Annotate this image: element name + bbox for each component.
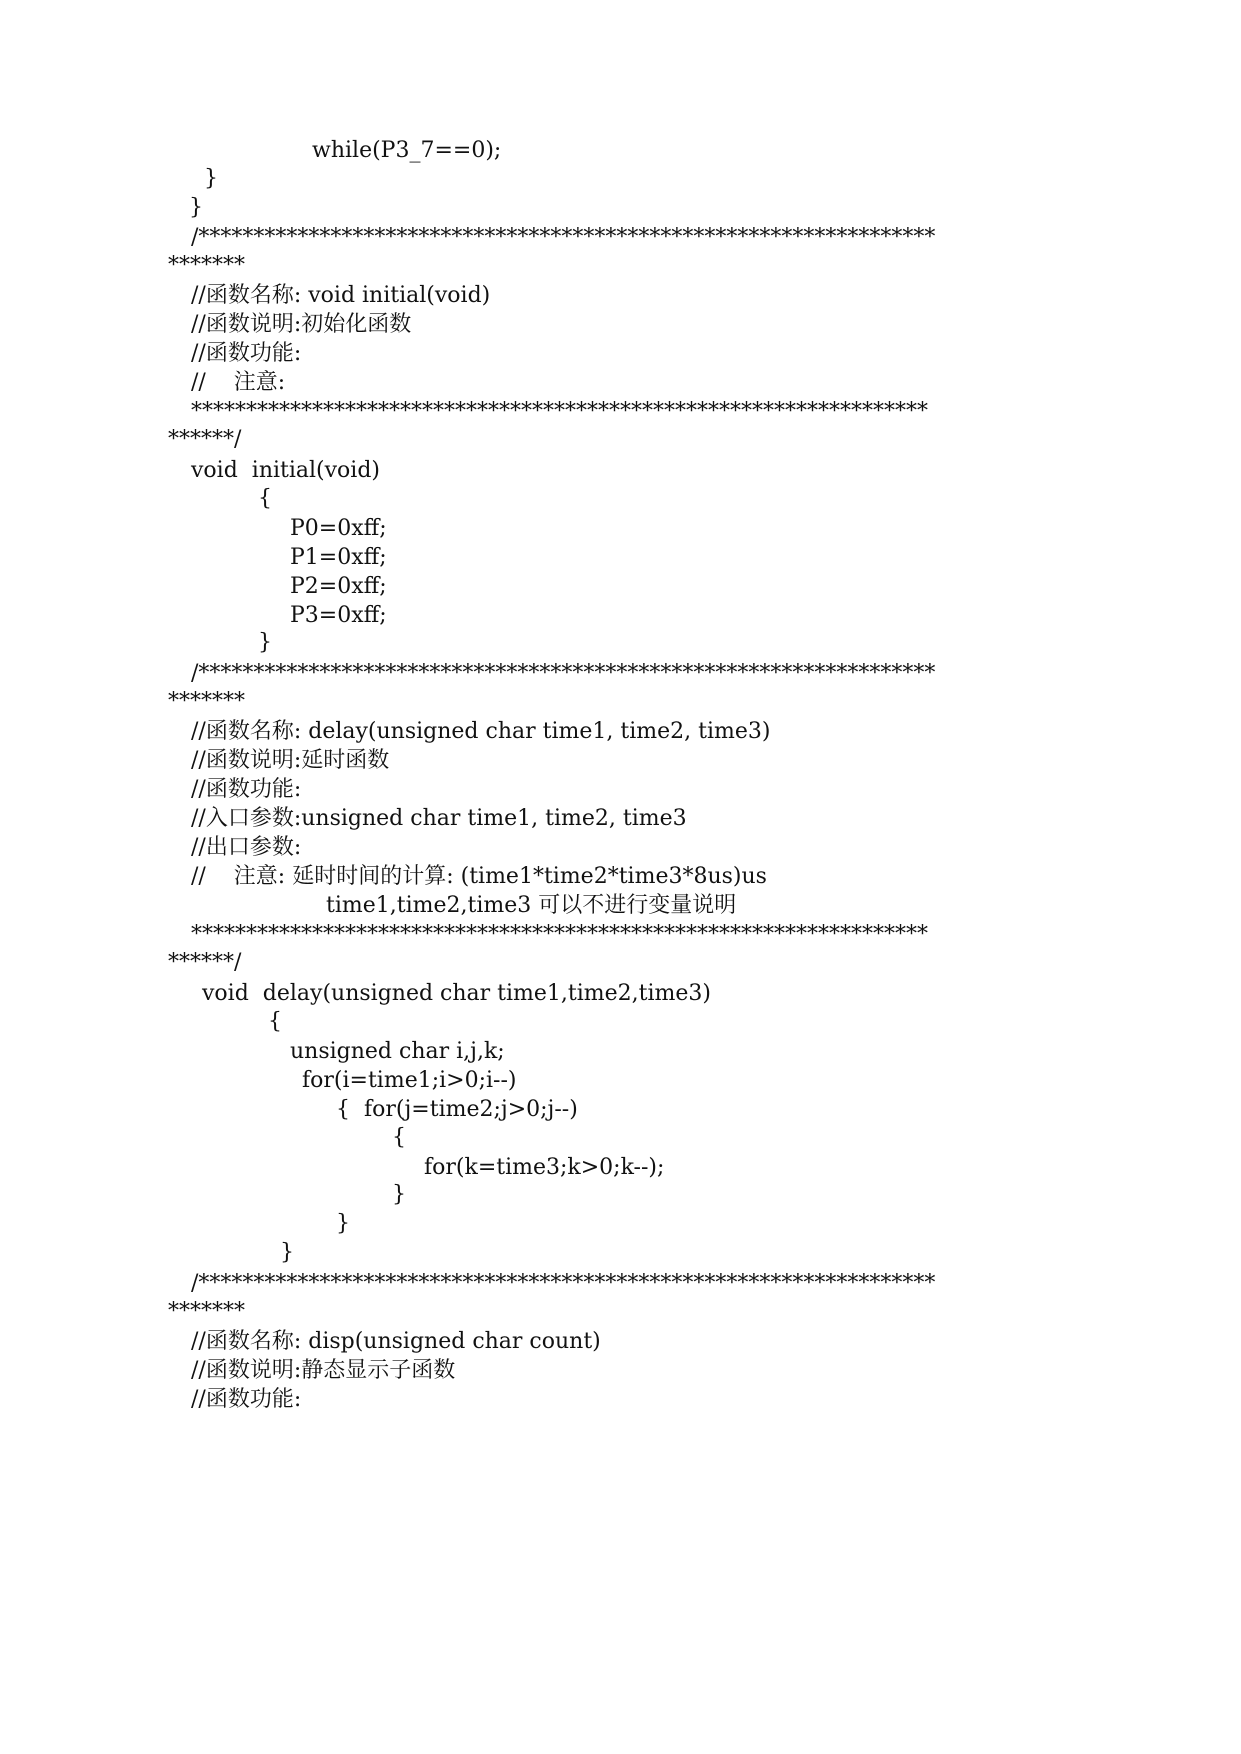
code-line: for(k=time3;k>0;k--); — [424, 1155, 665, 1180]
comment-separator: ******************************************************************* — [191, 922, 928, 947]
comment-separator: ******/ — [168, 427, 242, 452]
code-line: P3=0xff; — [290, 603, 387, 628]
comment-line: //函数说明:初始化函数 — [191, 312, 412, 337]
code-line: { for(j=time2;j>0;j--) — [336, 1097, 578, 1122]
code-line: } — [258, 630, 272, 655]
code-line: } — [336, 1211, 350, 1236]
code-line: P2=0xff; — [290, 574, 387, 599]
comment-line: //函数功能: — [191, 777, 302, 802]
comment-separator: ******* — [168, 689, 245, 714]
function-signature: void delay(unsigned char time1,time2,time3) — [202, 981, 712, 1006]
code-line: } — [280, 1240, 294, 1265]
code-line: } — [204, 166, 218, 191]
comment-line: //函数说明:延时函数 — [191, 748, 390, 773]
comment-separator: ******/ — [168, 950, 242, 975]
comment-line: //函数名称: void initial(void) — [191, 283, 491, 308]
code-line: { — [268, 1009, 282, 1034]
comment-line: time1,time2,time3 可以不进行变量说明 — [326, 893, 737, 918]
comment-line: //函数说明:静态显示子函数 — [191, 1358, 456, 1383]
code-line: { — [392, 1125, 406, 1150]
comment-separator: ******************************************************************* — [191, 399, 928, 424]
comment-line: //函数功能: — [191, 1387, 302, 1412]
comment-separator: ******* — [168, 1299, 245, 1324]
code-line: while(P3_7==0); — [312, 138, 502, 163]
comment-separator: /******************************************************************* — [191, 1271, 936, 1296]
code-line: unsigned char i,j,k; — [290, 1039, 505, 1064]
comment-line: //入口参数:unsigned char time1, time2, time3 — [191, 806, 687, 831]
code-line: P0=0xff; — [290, 516, 387, 541]
code-line: P1=0xff; — [290, 545, 387, 570]
comment-separator: /******************************************************************* — [191, 661, 936, 686]
comment-line: //函数功能: — [191, 341, 302, 366]
comment-line: // 注意: 延时时间的计算: (time1*time2*time3*8us)us — [191, 864, 767, 889]
comment-line: // 注意: — [191, 370, 286, 395]
comment-line: //函数名称: disp(unsigned char count) — [191, 1329, 601, 1354]
code-line: } — [189, 195, 203, 220]
comment-separator: ******* — [168, 253, 245, 278]
function-signature: void initial(void) — [191, 458, 381, 483]
comment-separator: /******************************************************************* — [191, 225, 936, 250]
code-line: { — [258, 486, 272, 511]
comment-line: //函数名称: delay(unsigned char time1, time2, time3) — [191, 719, 771, 744]
code-line: } — [392, 1182, 406, 1207]
code-line: for(i=time1;i>0;i--) — [302, 1068, 517, 1093]
comment-line: //出口参数: — [191, 835, 302, 860]
